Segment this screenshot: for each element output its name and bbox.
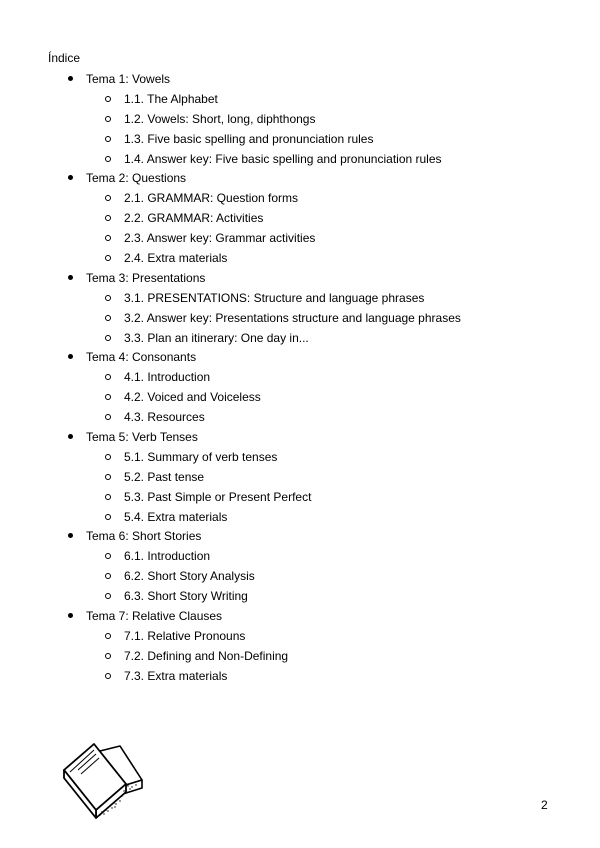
toc-item-label: 1.4. Answer key: Five basic spelling and pronunciation rules [124, 151, 442, 166]
toc-item-label: 5.3. Past Simple or Present Perfect [124, 489, 312, 504]
toc-item-label: 4.3. Resources [124, 410, 205, 425]
toc-item[interactable] [0, 468, 600, 488]
circle-bullet-icon [105, 195, 111, 201]
books-icon [58, 740, 148, 820]
bullet-icon [68, 354, 73, 359]
toc-topic[interactable] [0, 169, 600, 189]
circle-bullet-icon [105, 215, 111, 221]
circle-bullet-icon [105, 633, 111, 639]
table-of-contents [0, 70, 600, 687]
toc-item-label: 1.1. The Alphabet [124, 91, 218, 106]
toc-item[interactable] [0, 130, 600, 150]
toc-topic[interactable] [0, 607, 600, 627]
circle-bullet-icon [105, 235, 111, 241]
toc-item-label: 4.2. Voiced and Voiceless [124, 390, 261, 405]
toc-item-label: 6.3. Short Story Writing [124, 589, 248, 604]
bullet-icon [68, 275, 73, 280]
page-title: Índice [48, 51, 81, 65]
toc-item[interactable] [0, 587, 600, 607]
toc-item[interactable] [0, 647, 600, 667]
circle-bullet-icon [105, 653, 111, 659]
toc-item[interactable] [0, 90, 600, 110]
toc-item-label: 7.1. Relative Pronouns [124, 628, 246, 643]
toc-item[interactable] [0, 627, 600, 647]
toc-topic-label: Tema 3: Presentations [86, 270, 206, 285]
toc-item-label: 1.3. Five basic spelling and pronunciation rules [124, 131, 374, 146]
toc-item[interactable] [0, 488, 600, 508]
bullet-icon [68, 533, 73, 538]
circle-bullet-icon [105, 394, 111, 400]
page-number: 2 [541, 798, 548, 812]
circle-bullet-icon [105, 96, 111, 102]
circle-bullet-icon [105, 593, 111, 599]
bullet-icon [68, 76, 73, 81]
toc-item[interactable] [0, 547, 600, 567]
bullet-icon [68, 175, 73, 180]
toc-item-label: 6.1. Introduction [124, 549, 211, 564]
bullet-icon [68, 613, 73, 618]
toc-item[interactable] [0, 567, 600, 587]
toc-item-label: 5.1. Summary of verb tenses [124, 449, 278, 464]
toc-item[interactable] [0, 209, 600, 229]
toc-topic[interactable] [0, 527, 600, 547]
circle-bullet-icon [105, 295, 111, 301]
toc-topic-label: Tema 5: Verb Tenses [86, 430, 198, 445]
circle-bullet-icon [105, 454, 111, 460]
circle-bullet-icon [105, 156, 111, 162]
circle-bullet-icon [105, 116, 111, 122]
toc-item[interactable] [0, 150, 600, 170]
toc-item[interactable] [0, 189, 600, 209]
toc-item[interactable] [0, 408, 600, 428]
toc-topic-label: Tema 1: Vowels [86, 72, 171, 86]
toc-item[interactable] [0, 249, 600, 269]
toc-topic-label: Tema 4: Consonants [86, 350, 197, 365]
toc-item[interactable] [0, 388, 600, 408]
circle-bullet-icon [105, 494, 111, 500]
toc-topic-label: Tema 2: Questions [86, 171, 187, 186]
toc-item[interactable] [0, 309, 600, 329]
circle-bullet-icon [105, 414, 111, 420]
toc-item-label: 5.2. Past tense [124, 469, 205, 484]
toc-item-label: 3.1. PRESENTATIONS: Structure and language phrases [124, 290, 425, 305]
toc-topic-label: Tema 6: Short Stories [86, 529, 202, 544]
toc-item[interactable] [0, 368, 600, 388]
toc-item[interactable] [0, 508, 600, 528]
toc-item-label: 1.2. Vowels: Short, long, diphthongs [124, 111, 316, 126]
toc-item[interactable] [0, 329, 600, 349]
circle-bullet-icon [105, 374, 111, 380]
toc-item[interactable] [0, 448, 600, 468]
toc-topic[interactable] [0, 428, 600, 448]
toc-topic[interactable] [0, 269, 600, 289]
circle-bullet-icon [105, 474, 111, 480]
circle-bullet-icon [105, 136, 111, 142]
circle-bullet-icon [105, 553, 111, 559]
toc-item-label: 3.2. Answer key: Presentations structure and language phrases [124, 310, 461, 325]
circle-bullet-icon [105, 573, 111, 579]
circle-bullet-icon [105, 335, 111, 341]
toc-topic-label: Tema 7: Relative Clauses [86, 609, 223, 624]
toc-item-label: 2.4. Extra materials [124, 251, 228, 266]
toc-item-label: 6.2. Short Story Analysis [124, 569, 255, 584]
toc-item-label: 3.3. Plan an itinerary: One day in... [124, 330, 309, 345]
circle-bullet-icon [105, 255, 111, 261]
circle-bullet-icon [105, 315, 111, 321]
toc-item-label: 2.3. Answer key: Grammar activities [124, 231, 316, 246]
toc-item-label: 4.1. Introduction [124, 370, 211, 385]
toc-topic[interactable] [0, 348, 600, 368]
circle-bullet-icon [105, 514, 111, 520]
toc-item-label: 7.3. Extra materials [124, 668, 228, 683]
toc-item[interactable] [0, 667, 600, 687]
bullet-icon [68, 434, 73, 439]
circle-bullet-icon [105, 673, 111, 679]
toc-topic[interactable] [0, 70, 600, 90]
toc-item[interactable] [0, 289, 600, 309]
toc-item[interactable] [0, 229, 600, 249]
toc-item-label: 5.4. Extra materials [124, 509, 228, 524]
toc-item[interactable] [0, 110, 600, 130]
toc-item-label: 2.2. GRAMMAR: Activities [124, 211, 264, 226]
toc-item-label: 7.2. Defining and Non-Defining [124, 648, 289, 663]
toc-item-label: 2.1. GRAMMAR: Question forms [124, 191, 299, 206]
